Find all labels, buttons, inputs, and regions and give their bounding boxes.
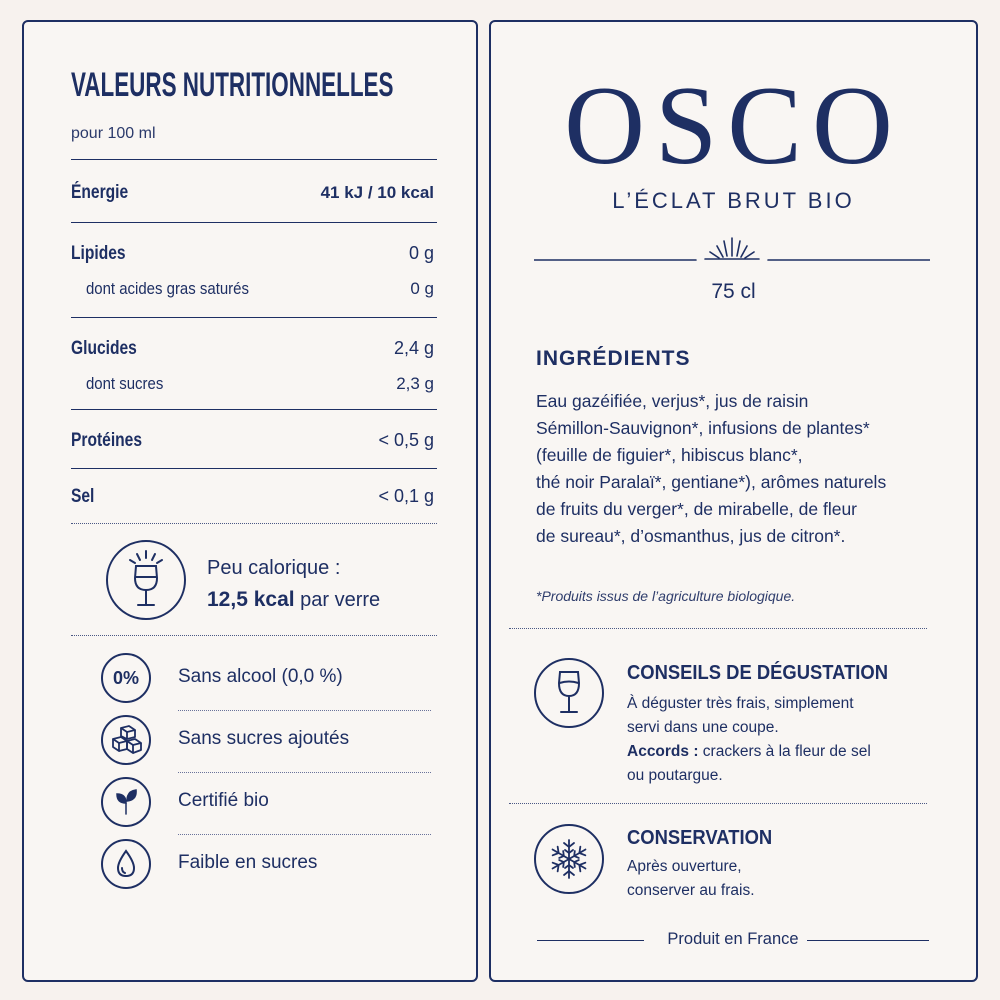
nutrition-row-salt bbox=[71, 486, 434, 508]
ingredients-title: INGRÉDIENTS bbox=[536, 347, 691, 370]
nutrient-value: 0 g bbox=[410, 279, 434, 298]
drop-icon bbox=[101, 839, 151, 889]
feature-organic bbox=[101, 777, 431, 827]
leaf-icon bbox=[101, 777, 151, 827]
divider bbox=[71, 523, 437, 524]
nutrient-label: dont sucres bbox=[85, 374, 164, 393]
callout-line1: Peu calorique : bbox=[207, 557, 341, 579]
serving-basis: pour 100 ml bbox=[71, 125, 156, 142]
feature-label: Sans sucres ajoutés bbox=[178, 728, 350, 749]
storage-line: conserver au frais. bbox=[627, 882, 755, 899]
wine-glass-sparkle-icon bbox=[106, 540, 186, 620]
divider bbox=[71, 409, 437, 410]
origin-text: Produit en France bbox=[667, 930, 799, 948]
callout-line2 bbox=[207, 584, 380, 616]
feature-low-sugar bbox=[101, 839, 431, 889]
nutrition-panel bbox=[22, 20, 478, 982]
divider bbox=[509, 628, 927, 629]
nutrition-row-saturated-fat bbox=[71, 279, 434, 299]
nutrient-label: Lipides bbox=[71, 243, 126, 264]
feature-label: Sans alcool (0,0 %) bbox=[178, 666, 343, 687]
divider bbox=[178, 772, 431, 773]
ingredients-line: de fruits du verger*, de mirabelle, de fleur bbox=[536, 499, 857, 519]
brand-tagline: L’ÉCLAT BRUT BIO bbox=[612, 188, 855, 213]
feature-label: Faible en sucres bbox=[178, 852, 318, 873]
feature-alcohol-free bbox=[101, 653, 431, 703]
storage-line: Après ouverture, bbox=[627, 858, 742, 875]
divider bbox=[71, 317, 437, 318]
volume: 75 cl bbox=[711, 280, 756, 303]
snowflake-icon bbox=[534, 824, 604, 894]
ingredients-line: de sureau*, d’osmanthus, jus de citron*. bbox=[536, 526, 846, 546]
tasting-line: À déguster très frais, simplement bbox=[627, 695, 854, 712]
divider bbox=[71, 159, 437, 160]
nutrient-label: Protéines bbox=[71, 430, 143, 451]
tasting-title: CONSEILS DE DÉGUSTATION bbox=[627, 662, 889, 684]
organic-footnote: *Produits issus de l’agriculture biologique. bbox=[536, 588, 796, 604]
feature-label: Certifié bio bbox=[178, 790, 269, 811]
divider bbox=[509, 803, 927, 804]
ingredients-line: thé noir Paralaï*, gentiane*), arômes naturels bbox=[536, 472, 887, 492]
ingredients-line: Sémillon-Sauvignon*, infusions de plantes* bbox=[536, 418, 870, 438]
nutrient-label: Énergie bbox=[71, 182, 129, 203]
product-panel bbox=[489, 20, 978, 982]
divider bbox=[807, 940, 929, 941]
nutrient-label: Glucides bbox=[71, 338, 137, 359]
nutrition-row-carbohydrates bbox=[71, 338, 434, 360]
ingredients-list bbox=[536, 388, 946, 550]
divider bbox=[71, 222, 437, 223]
divider bbox=[178, 834, 431, 835]
origin-footer bbox=[537, 930, 929, 954]
divider bbox=[178, 710, 431, 711]
nutrition-row-fat bbox=[71, 243, 434, 265]
storage-text bbox=[627, 855, 755, 903]
zero-percent-icon bbox=[101, 653, 151, 703]
sunburst-ornament-icon bbox=[534, 230, 930, 270]
pairing-text: crackers à la fleur de sel bbox=[698, 743, 871, 760]
nutrient-value: < 0,1 g bbox=[378, 486, 434, 506]
nutrient-value: < 0,5 g bbox=[378, 430, 434, 450]
nutrient-value: 2,4 g bbox=[393, 338, 434, 358]
callout-per-glass: par verre bbox=[294, 589, 381, 611]
feature-no-added-sugar bbox=[101, 715, 431, 765]
nutrient-value: 41 kJ / 10 kcal bbox=[320, 183, 434, 202]
sugar-cubes-icon bbox=[101, 715, 151, 765]
divider bbox=[71, 468, 437, 469]
nutrient-value: 0 g bbox=[408, 243, 434, 263]
nutrition-row-energy bbox=[71, 182, 434, 204]
tasting-pairing bbox=[627, 740, 871, 764]
tasting-line: servi dans une coupe. bbox=[627, 719, 779, 736]
pairing-label: Accords : bbox=[627, 743, 699, 760]
divider bbox=[71, 635, 437, 636]
callout-kcal: 12,5 kcal bbox=[207, 588, 295, 611]
tasting-line: ou poutargue. bbox=[627, 767, 723, 784]
nutrition-row-sugars bbox=[71, 374, 434, 394]
ingredients-line: Eau gazéifiée, verjus*, jus de raisin bbox=[536, 391, 809, 411]
brand-name: OSCO bbox=[564, 64, 903, 188]
nutrient-value: 2,3 g bbox=[396, 374, 434, 393]
nutrition-row-protein bbox=[71, 430, 434, 452]
zero-percent-text: 0% bbox=[112, 667, 139, 688]
nutrient-label: dont acides gras saturés bbox=[85, 279, 249, 298]
nutrient-label: Sel bbox=[71, 486, 95, 507]
storage-title: CONSERVATION bbox=[627, 827, 773, 849]
ingredients-line: (feuille de figuier*, hibiscus blanc*, bbox=[536, 445, 803, 465]
calorie-callout bbox=[207, 552, 380, 616]
nutrition-title: VALEURS NUTRITIONNELLES bbox=[71, 66, 394, 104]
tasting-text bbox=[627, 692, 871, 788]
wine-glass-icon bbox=[534, 658, 604, 728]
